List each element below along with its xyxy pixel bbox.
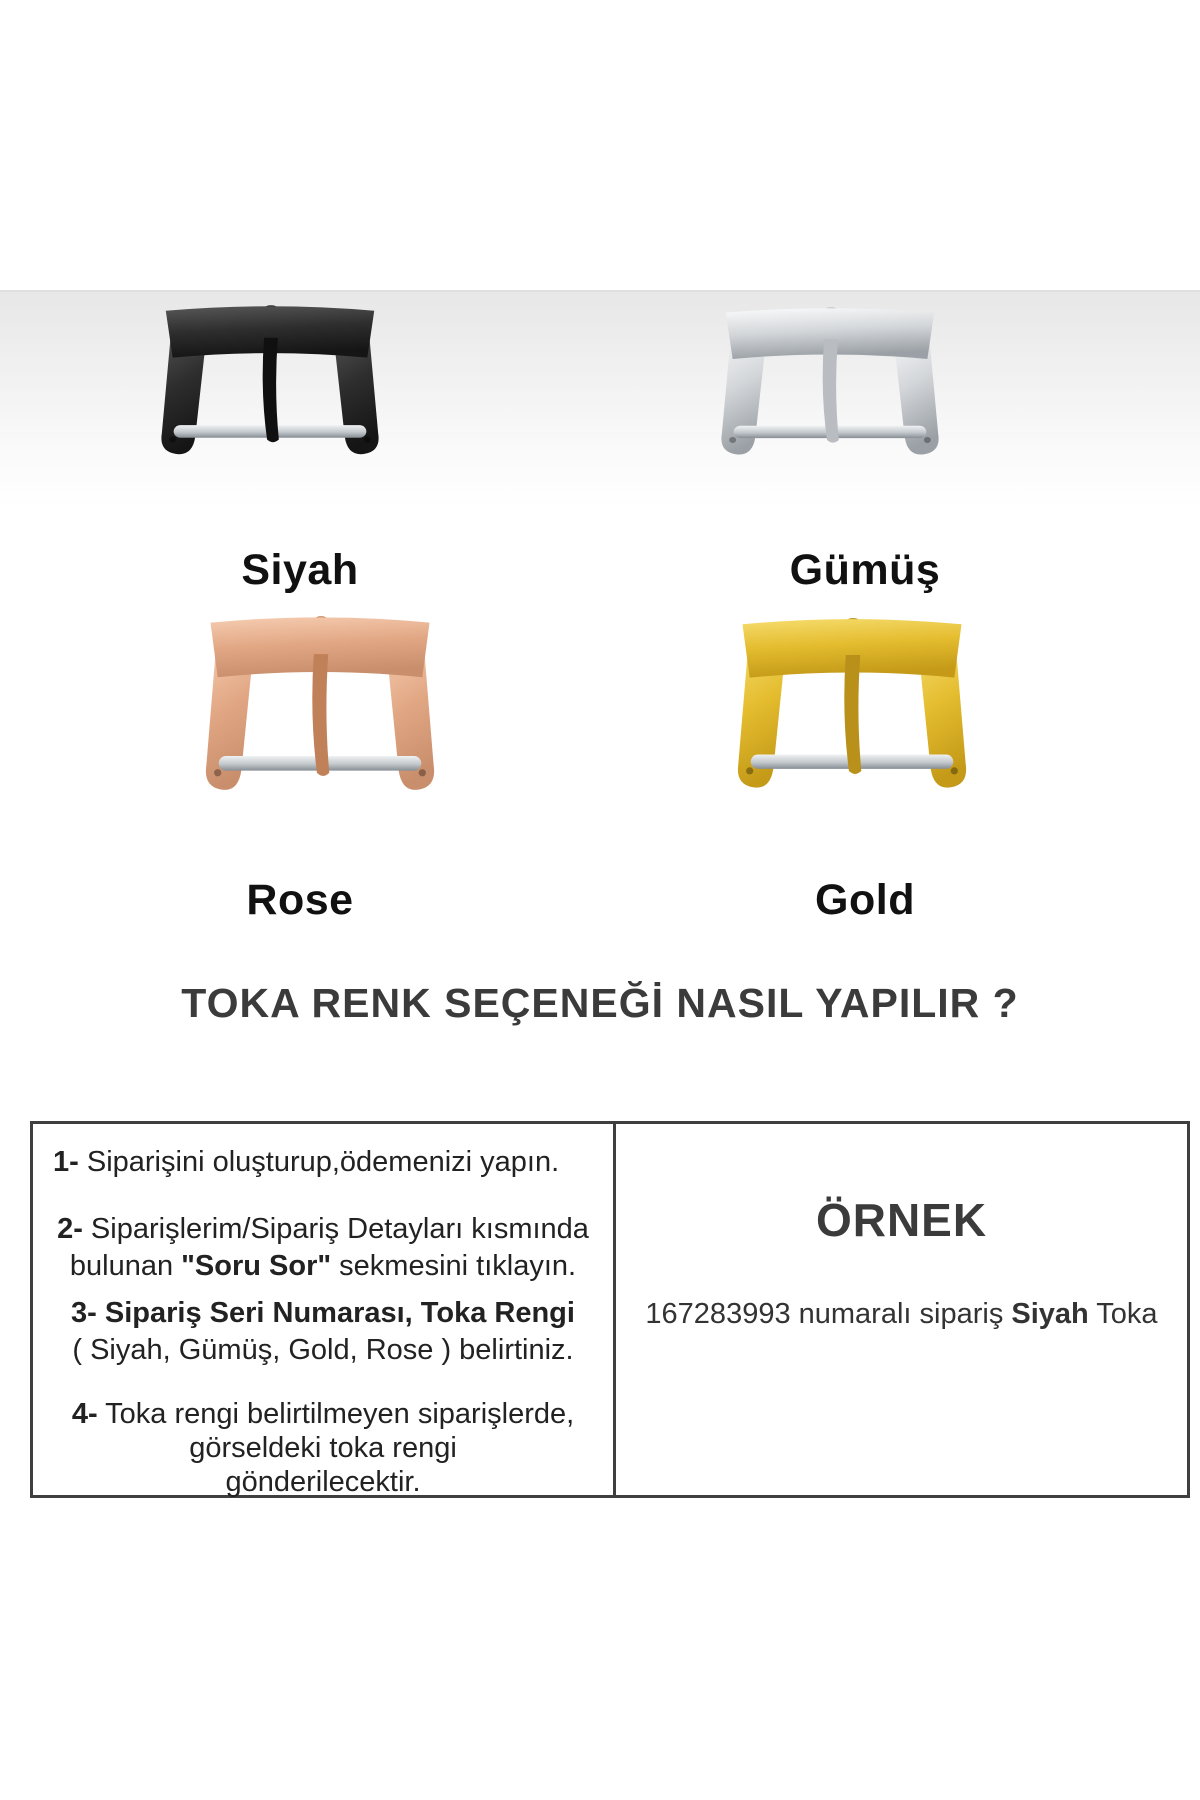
- step-number: 4-: [71, 1398, 98, 1430]
- step-text: sekmesini tıklayın.: [331, 1250, 577, 1282]
- buckle-rose-icon: [196, 610, 444, 820]
- foot-hole: [364, 436, 371, 442]
- buckle-gold-icon: [728, 612, 976, 817]
- instruction-step-2: [47, 1211, 599, 1285]
- step-text: görseldeki toka rengi: [189, 1432, 457, 1464]
- step-text: gönderilecektir.: [225, 1466, 421, 1498]
- color-label-rose: Rose: [246, 876, 354, 924]
- step-text: bulunan: [69, 1250, 182, 1282]
- foot-hole: [169, 436, 176, 442]
- example-title: ÖRNEK: [815, 1194, 988, 1246]
- color-label-gumus: Gümüş: [789, 546, 941, 594]
- buckle-image-siyah: [152, 300, 388, 480]
- step-text: Toka rengi belirtilmeyen siparişlerde,: [97, 1398, 575, 1430]
- color-label-siyah: Siyah: [241, 546, 359, 594]
- instruction-step-4: [47, 1397, 599, 1499]
- instruction-step-3: [47, 1295, 599, 1369]
- instructions-cell: [33, 1124, 616, 1498]
- instruction-step-1: [47, 1144, 599, 1181]
- example-cell: [616, 1124, 1187, 1495]
- example-text: [616, 1298, 1187, 1331]
- foot-hole: [729, 437, 736, 443]
- color-label-gold: Gold: [815, 876, 915, 924]
- instructions-table: [30, 1121, 1190, 1498]
- step-number: 2-: [57, 1213, 83, 1245]
- foot-hole: [924, 437, 931, 443]
- example-text-pre: 167283993 numaralı sipariş: [645, 1298, 1012, 1330]
- foot-hole: [214, 769, 221, 776]
- example-text-post: Toka: [1088, 1298, 1158, 1330]
- step-text: Siparişlerim/Sipariş Detayları kısmında: [82, 1213, 589, 1245]
- foot-hole: [746, 767, 753, 774]
- foot-hole: [419, 769, 426, 776]
- buckle-siyah-icon: [152, 300, 388, 480]
- step-text-bold: 3- Sipariş Seri Numarası, Toka Rengi: [71, 1297, 575, 1329]
- buckle-image-gumus: [712, 302, 948, 480]
- step-number: 1-: [53, 1146, 79, 1178]
- foot-hole: [951, 767, 958, 774]
- step-text: Siparişini oluşturup,ödemenizi yapın.: [78, 1146, 560, 1178]
- step-text-bold: "Soru Sor": [181, 1250, 332, 1282]
- buckle-image-gold: [728, 612, 976, 817]
- buckle-image-rose: [196, 610, 444, 820]
- step-text: ( Siyah, Gümüş, Gold, Rose ) belirtiniz.: [72, 1334, 574, 1366]
- example-text-bold: Siyah: [1011, 1298, 1089, 1330]
- section-heading: TOKA RENK SEÇENEĞİ NASIL YAPILIR ?: [181, 980, 1019, 1026]
- buckle-gumus-icon: [712, 302, 948, 480]
